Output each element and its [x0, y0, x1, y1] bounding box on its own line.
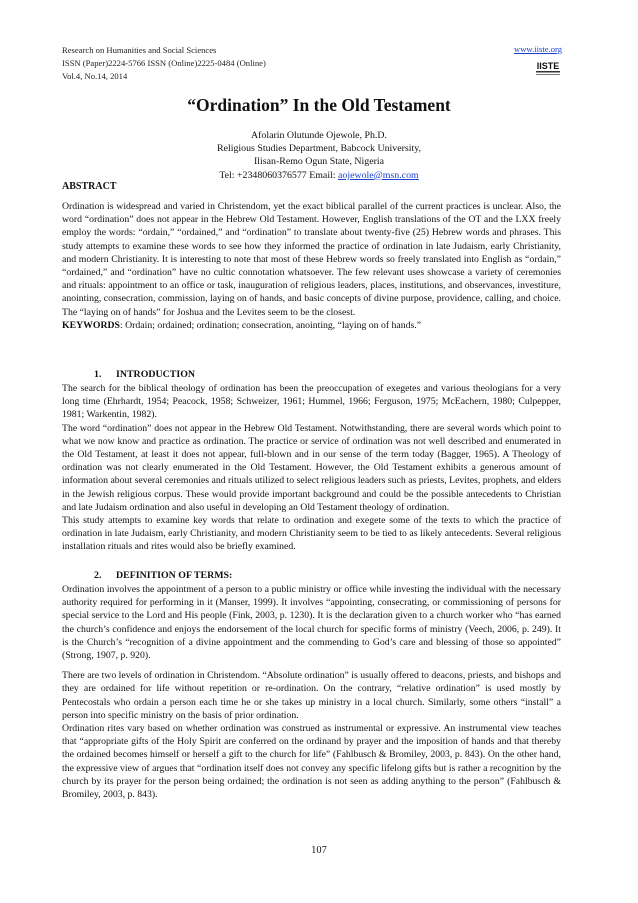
keywords-text: : Ordain; ordained; ordination; consecration, anointing, “laying on of hands.” — [119, 319, 422, 331]
author-block — [0, 129, 638, 182]
section-number: 1. — [94, 369, 102, 380]
paragraph: Ordination rites vary based on whether ordination was construed as instrumental or expressive. An instrumental view teaches that “appropriate gifts of the Holy Spirit are conferred on the ordinand by prayer and the imposition of hands and that thereby the ordained becomes himself or herself a gift to the church for life” (Fahlbusch & Bromiley, 2003, p. 843). On the other hand, the expressive view of argues that “ordination itself does not convey any specific lifelong gifts but is rather a recognition by the church by its prayer for the person being ordained; the ordination is not seen as adding anything to the person” (Fahlbusch & Bromiley, 2003, p. 843). — [62, 723, 561, 801]
website-link[interactable]: www.iiste.org — [514, 44, 562, 54]
svg-text:IISTE: IISTE — [536, 61, 560, 71]
paragraph: The search for the biblical theology of ordination has been the preoccupation of exegetes and various theologians for a very long time (Ehrhardt, 1954; Peacock, 1958; Schweizer, 1961; Hummel, 1966; Ferguson, 1975; McEachern, 1980; Culpepper, 1981; Warkentin, 1982). — [62, 383, 561, 421]
paper-title: “Ordination” In the Old Testament — [187, 95, 451, 115]
section-title: DEFINITION OF TERMS: — [116, 570, 233, 581]
contact-prefix: Tel: +2348060376577 Email: — [219, 169, 339, 181]
author-name: Afolarin Olutunde Ojewole, Ph.D. — [250, 130, 388, 141]
volume-line: Vol.4, No.14, 2014 — [62, 71, 128, 82]
section-heading-definitions — [94, 570, 232, 581]
issn-line: ISSN (Paper)2224-5766 ISSN (Online)2225-0484 (Online) — [62, 58, 266, 69]
definitions-body — [62, 583, 561, 801]
section-heading-introduction — [94, 369, 195, 380]
author-location: Ilisan-Remo Ogun State, Nigeria — [254, 156, 384, 168]
iiste-logo — [535, 56, 561, 78]
author-department: Religious Studies Department, Babcock University, — [217, 143, 421, 155]
abstract-body — [62, 200, 561, 332]
section-title: INTRODUCTION — [116, 369, 196, 380]
author-contact — [0, 169, 638, 182]
paragraph: This study attempts to examine key words that relate to ordination and exegete some of the texts to which the practice of ordination in late Judaism, early Christianity, and modern Christianity seem to be tied to as likely antecedents. Several religious installation rituals and rites would also be briefly examined. — [62, 515, 561, 553]
abstract-heading: ABSTRACT — [62, 181, 117, 192]
keywords-label: KEYWORDS — [62, 319, 120, 331]
introduction-body — [62, 382, 561, 554]
paragraph: Ordination involves the appointment of a person to a public ministry or office while investing the individual with the necessary authority required for performing in it (Manser, 1999). It involves “appointing, consecrating, or commissioning of persons for special service to the Lord and His people (Fink, 2003, p. 1230). It is the declaration given to a church worker who “has earned the church’s confidence and enjoys the endorsement of the local church for specific forms of ministry (Veech, 2006, p. 249). It is the Church’s “recognition of a divine appointment and the commending to God’s care and blessing of those so appointed” (Strong, 1907, p. 920). — [62, 584, 561, 662]
email-link[interactable]: aojewole@msn.com — [338, 169, 419, 181]
keywords-line — [62, 319, 561, 332]
paragraph: There are two levels of ordination in Christendom. “Absolute ordination” is usually offered to deacons, priests, and bishops and they are ordained for life without repetition or re-ordination. On the contrary, “relative ordination” is used mostly by Pentecostals who ordain a person each time he or she takes up ministry in a local church. Similarly, some others “install” a person into specific ministry on the basis of prior ordination. — [62, 670, 561, 721]
page-number: 107 — [311, 845, 327, 856]
paragraph: The word “ordination” does not appear in the Hebrew Old Testament. Notwithstanding, there are several words which point to what we now know and practice as ordination. The practice or service of ordination was not well described and enumerated in the Old Testament, at least it does not appear, full-blown and in our sense of the term today (Bagger, 1965). A Theology of ordination was not clearly enumerated in the Old Testament. However, the Old Testament exhibits a generous amount of information about several ceremonies and rituals utilized to select religious leaders such as priests, Levites, prophets, and elders in the Jewish religious corpus. These would provide important background and could be the possible antecedents to Christian and late Judaism ordination and also useful in developing an Old Testament theology of ordination. — [62, 422, 561, 513]
abstract-text: Ordination is widespread and varied in Christendom, yet the exact biblical parallel of the current practices is unclear. Also, the word “ordination” does not appear in the Hebrew Old Testament. However, English translations of the OT and the LXX freely employ the words: “ordain,” “ordained,” and “ordination” to translate about twenty-five (25) Hebrew words and phrases. This study attempts to examine these words to see how they informed the practice of ordination in late Judaism, early Christianity, and modern Christianity. It is interesting to note that most of these Hebrew words so freely translated into English as “ordain,” “ordained,” and “ordination” have no cultic connotation whatsoever. The few relevant uses showcase a variety of ceremonies and rituals: appointment to an office or task, inauguration of religious leaders, places, institutions, and observances, investiture, anointing, consecration, commission, laying on of hands, and basic concepts of divine purpose, providence, calling, and choice. The “laying on of hands” for Joshua and the Levites seem to be the closest. — [62, 201, 561, 318]
journal-name: Research on Humanities and Social Sciences — [62, 45, 217, 55]
journal-header — [62, 44, 266, 84]
section-number: 2. — [94, 570, 102, 581]
